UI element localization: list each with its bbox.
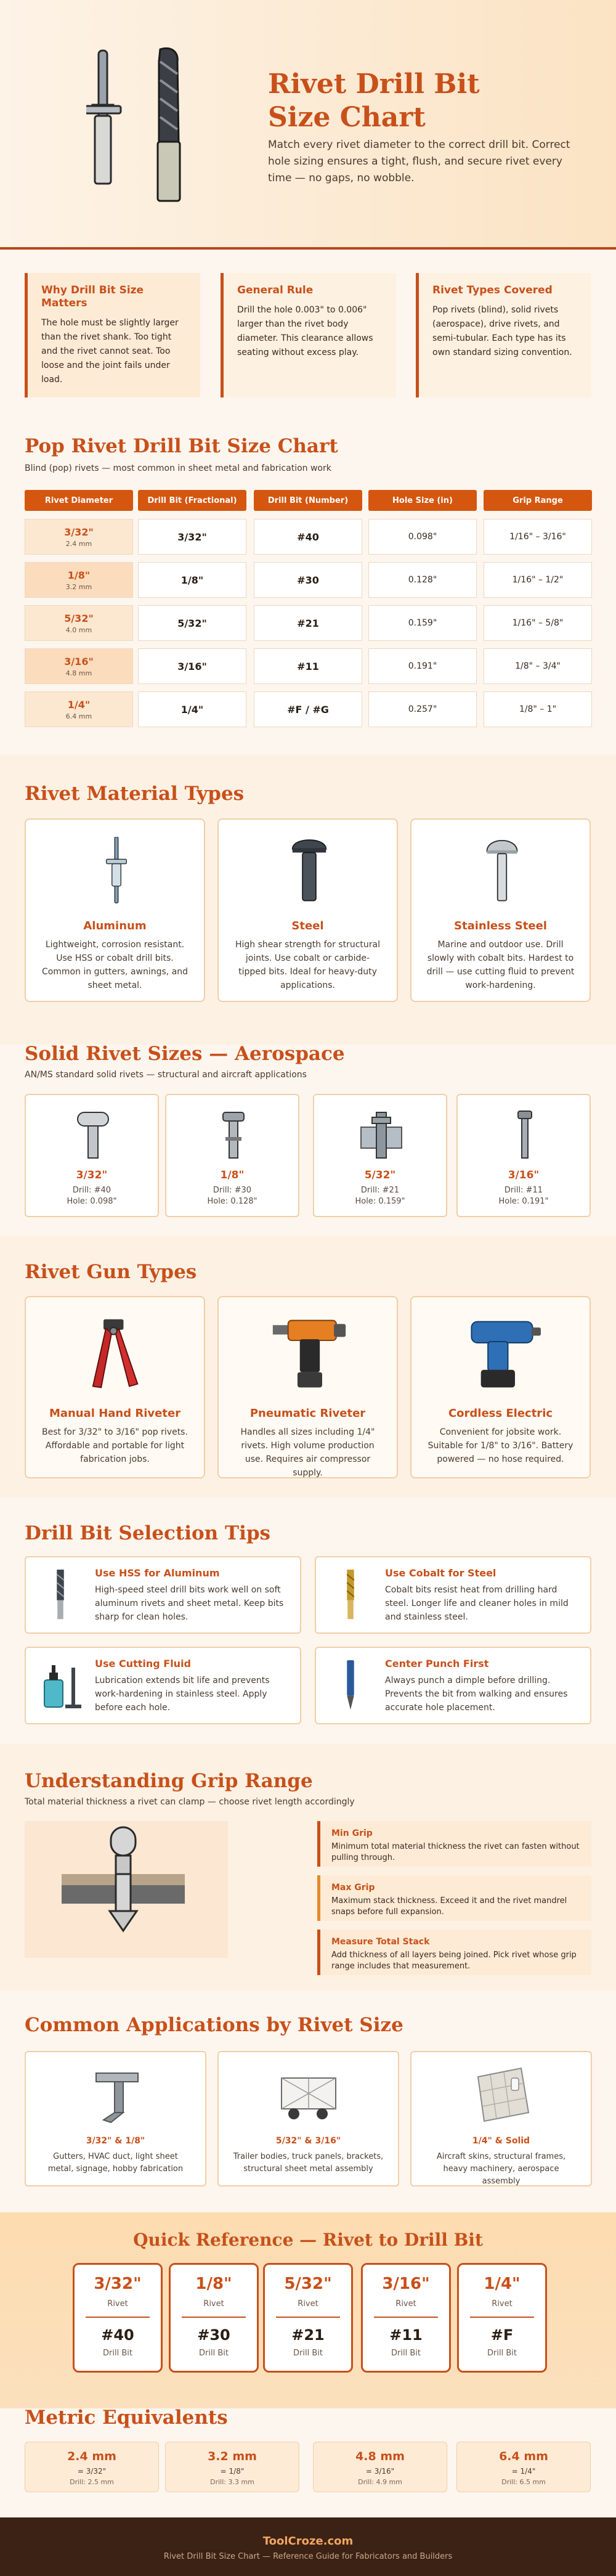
- tip-text: Always punch a dimple before drilling. Prevents the bit from walking and ensures accurate hole placement.: [385, 1676, 568, 1713]
- section-title-pop: Pop Rivet Drill Bit Size Chart: [25, 435, 338, 457]
- footer-tagline: Rivet Drill Bit Size Chart — Reference Guide for Fabricators and Builders: [163, 2552, 453, 2561]
- quick-rivet-size: 3/32": [94, 2275, 142, 2293]
- gun-card-manual: [25, 1296, 205, 1478]
- intro-card-rule: [221, 273, 396, 397]
- flush-rivet-icon: [212, 1109, 255, 1160]
- table-cell-grip: 1/16" – 1/2": [484, 562, 592, 598]
- grip-range-diagram-icon: [25, 1821, 228, 1958]
- round-head-rivet-icon: [71, 1109, 115, 1160]
- hero-banner: [0, 0, 616, 250]
- quick-drill-label: Drill Bit: [487, 2349, 517, 2358]
- intro-cards: [0, 250, 616, 397]
- app-card-large: [410, 2051, 592, 2187]
- solid-rivet-hole: Hole: 0.159": [355, 1197, 405, 1206]
- table-cell-grip: 1/8" – 1": [484, 691, 592, 727]
- metric-size: 2.4 mm: [67, 2450, 116, 2463]
- stainless-rivet-icon: [480, 837, 524, 910]
- quick-drill-label: Drill Bit: [199, 2349, 229, 2358]
- table-cell-grip: 1/16" – 5/8": [484, 605, 592, 641]
- tip-text: High-speed steel drill bits work well on soft aluminum rivets and sheet metal. Keep bits sharp for clean holes.: [95, 1585, 284, 1622]
- solid-rivet-size: 3/32": [76, 1169, 108, 1181]
- quick-rivet-size: 1/8": [195, 2275, 232, 2293]
- table-cell-number: #40: [254, 519, 362, 555]
- section-subtitle-pop: Blind (pop) rivets — most common in sheet metal and fabrication work: [25, 463, 331, 473]
- gun-card-pneumatic: [217, 1296, 398, 1478]
- section-title-metric: Metric Equivalents: [25, 2407, 228, 2429]
- quick-reference-title: Quick Reference — Rivet to Drill Bit: [133, 2230, 483, 2250]
- table-cell-diameter: [25, 691, 133, 727]
- section-title-apps: Common Applications by Rivet Size: [25, 2014, 403, 2036]
- slim-rivet-icon: [503, 1109, 546, 1160]
- quick-rivet-label: Rivet: [203, 2299, 224, 2309]
- rivet-diameter-mm: 6.4 mm: [65, 712, 92, 720]
- cordless-riveter-icon: [459, 1316, 545, 1392]
- table-cell-hole: 0.191": [368, 648, 477, 684]
- material-name: Aluminum: [83, 919, 147, 932]
- metric-drill: Drill: 3.3 mm: [210, 2478, 254, 2486]
- metric-card: [456, 2442, 591, 2492]
- page-title: Rivet Drill Bit Size Chart: [268, 68, 480, 133]
- table-header: Rivet Diameter: [25, 490, 133, 511]
- table-cell-number: #F / #G: [254, 691, 362, 727]
- metric-card: [25, 2442, 159, 2492]
- app-text: Aircraft skins, structural frames, heavy machinery, aerospace assembly: [436, 2152, 566, 2186]
- tip-card-hss: [25, 1556, 301, 1634]
- rivet-diameter-mm: 4.8 mm: [65, 669, 92, 677]
- material-name: Stainless Steel: [454, 919, 547, 932]
- tip-title: Center Punch First: [385, 1658, 489, 1669]
- metric-equivalent: = 1/4": [511, 2467, 536, 2476]
- table-header: Drill Bit (Fractional): [138, 490, 246, 511]
- tip-title: Use Cutting Fluid: [95, 1658, 192, 1669]
- quick-reference-card: [73, 2263, 163, 2373]
- table-cell-grip: 1/8" – 3/4": [484, 648, 592, 684]
- intro-card-title: General Rule: [237, 284, 314, 296]
- section-title-solid: Solid Rivet Sizes — Aerospace: [25, 1043, 345, 1065]
- rivet-and-drill-bit-icon: [86, 43, 209, 216]
- table-header: Grip Range: [484, 490, 592, 511]
- tip-card-fluid: [25, 1647, 301, 1724]
- quick-drill-size: #30: [197, 2326, 230, 2344]
- section-title-tips: Drill Bit Selection Tips: [25, 1522, 270, 1544]
- grip-text: Maximum stack thickness. Exceed it and the rivet mandrel snaps before full expansion.: [331, 1896, 567, 1917]
- section-title-materials: Rivet Material Types: [25, 783, 245, 805]
- quick-reference-card: [457, 2263, 547, 2373]
- quick-drill-label: Drill Bit: [293, 2349, 323, 2358]
- table-cell-fractional: 3/32": [138, 519, 246, 555]
- gutter-icon: [92, 2069, 142, 2125]
- table-cell-fractional: 5/32": [138, 605, 246, 641]
- metric-size: 4.8 mm: [355, 2450, 405, 2463]
- table-header: Drill Bit (Number): [254, 490, 362, 511]
- solid-rivet-hole: Hole: 0.128": [207, 1197, 257, 1206]
- solid-rivet-hole: Hole: 0.191": [498, 1197, 549, 1206]
- table-cell-hole: 0.159": [368, 605, 477, 641]
- app-text: Gutters, HVAC duct, light sheet metal, signage, hobby fabrication: [47, 2152, 184, 2174]
- metric-card: [313, 2442, 447, 2492]
- quick-rivet-size: 5/32": [284, 2275, 332, 2293]
- solid-rivet-card: [313, 1094, 447, 1217]
- solid-rivet-size: 1/8": [220, 1169, 245, 1181]
- material-card-aluminum: [25, 818, 205, 1002]
- table-cell-grip: 1/16" – 3/16": [484, 519, 592, 555]
- intro-card-why: [25, 273, 200, 397]
- solid-rivet-card: [25, 1094, 159, 1217]
- quick-rivet-label: Rivet: [395, 2299, 416, 2309]
- grip-card-stack: [317, 1930, 591, 1975]
- cobalt-drill-bit-icon: [338, 1570, 363, 1623]
- quick-drill-size: #F: [490, 2326, 514, 2344]
- intro-card-title: Why Drill Bit Size Matters: [41, 284, 144, 309]
- rivet-diameter-mm: 3.2 mm: [65, 582, 92, 591]
- steel-rivet-icon: [288, 837, 331, 910]
- tip-title: Use HSS for Aluminum: [95, 1567, 220, 1579]
- solid-rivet-drill: Drill: #21: [360, 1186, 400, 1195]
- rivet-diameter-mm: 4.0 mm: [65, 626, 92, 634]
- intro-card-types: [416, 273, 591, 397]
- rivet-diameter-mm: 2.4 mm: [65, 539, 92, 548]
- tip-title: Use Cobalt for Steel: [385, 1567, 496, 1579]
- app-card-small: [25, 2051, 206, 2187]
- divider: [374, 2317, 438, 2318]
- trailer-icon: [275, 2069, 343, 2125]
- quick-drill-label: Drill Bit: [103, 2349, 132, 2358]
- table-cell-fractional: 1/4": [138, 691, 246, 727]
- tip-text: Lubrication extends bit life and prevents work-hardening in stainless steel. Apply before each hole.: [95, 1676, 270, 1713]
- app-title: 5/32" & 3/16": [275, 2136, 341, 2146]
- gun-text: Best for 3/32" to 3/16" pop rivets. Affordable and portable for light fabrication jobs.: [42, 1427, 188, 1464]
- solid-rivet-card: [456, 1094, 591, 1217]
- table-cell-hole: 0.128": [368, 562, 477, 598]
- metric-size: 3.2 mm: [208, 2450, 257, 2463]
- metric-size: 6.4 mm: [499, 2450, 548, 2463]
- metric-equivalent: = 1/8": [220, 2467, 245, 2476]
- solid-rivet-card: [165, 1094, 299, 1217]
- divider: [182, 2317, 246, 2318]
- quick-reference-card: [361, 2263, 451, 2373]
- metric-drill: Drill: 2.5 mm: [70, 2478, 114, 2486]
- table-cell-fractional: 3/16": [138, 648, 246, 684]
- rivet-diameter: 3/32": [64, 526, 94, 538]
- grip-diagram: [25, 1821, 228, 1958]
- rivet-diameter: 3/16": [64, 655, 94, 667]
- gun-text: Convenient for jobsite work. Suitable for 1/8" to 3/16". Battery powered — no hose required.: [428, 1427, 573, 1464]
- app-title: 1/4" & Solid: [472, 2136, 530, 2146]
- quick-drill-size: #21: [291, 2326, 325, 2344]
- quick-rivet-label: Rivet: [492, 2299, 513, 2309]
- table-cell-diameter: [25, 519, 133, 555]
- hss-drill-bit-icon: [48, 1570, 73, 1623]
- hand-riveter-icon: [79, 1316, 153, 1392]
- quick-rivet-size: 1/4": [484, 2275, 521, 2293]
- app-text: Trailer bodies, truck panels, brackets, structural sheet metal assembly: [233, 2152, 384, 2174]
- solid-rivet-drill: Drill: #30: [213, 1186, 252, 1195]
- tip-card-cobalt: [315, 1556, 591, 1634]
- aluminum-rivet-icon: [98, 837, 135, 910]
- table-cell-diameter: [25, 648, 133, 684]
- divider: [470, 2317, 534, 2318]
- metric-drill: Drill: 4.9 mm: [358, 2478, 402, 2486]
- cutting-fluid-icon: [41, 1661, 84, 1711]
- solid-rivet-hole: Hole: 0.098": [67, 1197, 117, 1206]
- intro-card-text: Drill the hole 0.003" to 0.006" larger than the rivet body diameter. This clearance allows seating without excess play.: [237, 305, 373, 357]
- divider: [86, 2317, 150, 2318]
- footer-brand[interactable]: ToolCroze.com: [262, 2535, 354, 2548]
- material-text: Marine and outdoor use. Drill slowly with cobalt bits. Hardest to drill — use cutting fluid to prevent work-hardening.: [426, 940, 575, 990]
- table-cell-hole: 0.098": [368, 519, 477, 555]
- metric-equivalent: = 3/16": [365, 2467, 395, 2476]
- gun-name: Pneumatic Riveter: [249, 1407, 366, 1420]
- intro-card-title: Rivet Types Covered: [432, 284, 553, 296]
- table-cell-number: #30: [254, 562, 362, 598]
- section-subtitle-solid: AN/MS standard solid rivets — structural and aircraft applications: [25, 1070, 307, 1080]
- table-header: Hole Size (in): [368, 490, 477, 511]
- grip-title: Min Grip: [331, 1828, 373, 1838]
- quick-drill-label: Drill Bit: [391, 2349, 421, 2358]
- table-cell-number: #21: [254, 605, 362, 641]
- metric-equivalent: = 3/32": [77, 2467, 107, 2476]
- table-cell-diameter: [25, 562, 133, 598]
- pneumatic-riveter-icon: [266, 1316, 352, 1392]
- quick-reference-card: [263, 2263, 353, 2373]
- metric-drill: Drill: 6.5 mm: [501, 2478, 546, 2486]
- quick-drill-size: #11: [389, 2326, 423, 2344]
- gun-name: Cordless Electric: [448, 1407, 553, 1420]
- section-title-grip: Understanding Grip Range: [25, 1770, 313, 1792]
- grip-text: Minimum total material thickness the rivet can fasten without pulling through.: [331, 1842, 580, 1862]
- app-card-medium: [217, 2051, 399, 2187]
- rivet-diameter: 1/4": [67, 698, 91, 711]
- quick-drill-size: #40: [101, 2326, 134, 2344]
- grip-card-max: [317, 1875, 591, 1921]
- table-cell-hole: 0.257": [368, 691, 477, 727]
- solid-rivet-drill: Drill: #11: [504, 1186, 543, 1195]
- quick-rivet-label: Rivet: [107, 2299, 128, 2309]
- gun-text: Handles all sizes including 1/4" rivets. High volume production use. Requires air compressor supply.: [240, 1427, 375, 1478]
- gun-name: Manual Hand Riveter: [49, 1407, 181, 1420]
- aircraft-panel-icon: [472, 2064, 533, 2126]
- hero-subtitle: Match every rivet diameter to the correct drill bit. Correct hole sizing ensures a tight, flush, and secure rivet every time — no gaps, no wobble.: [268, 139, 570, 184]
- grip-text: Add thickness of all layers being joined. Pick rivet whose grip range includes that measurement.: [331, 1950, 577, 1971]
- rivet-in-panel-icon: [360, 1109, 403, 1160]
- footer: [0, 2517, 616, 2576]
- center-punch-icon: [338, 1660, 363, 1713]
- section-title-guns: Rivet Gun Types: [25, 1261, 197, 1283]
- solid-rivet-size: 5/32": [364, 1169, 396, 1181]
- app-title: 3/32" & 1/8": [86, 2136, 145, 2146]
- material-text: High shear strength for structural joints. Use cobalt or carbide-tipped bits. Ideal for heavy-duty applications.: [235, 940, 380, 990]
- material-card-stainless: [410, 818, 591, 1002]
- table-cell-diameter: [25, 605, 133, 641]
- material-text: Lightweight, corrosion resistant. Use HSS or cobalt drill bits. Common in gutters, awnings, and sheet metal.: [41, 940, 188, 990]
- quick-reference: [0, 2212, 616, 2408]
- section-subtitle-grip: Total material thickness a rivet can clamp — choose rivet length accordingly: [25, 1797, 355, 1807]
- rivet-diameter: 1/8": [67, 569, 91, 581]
- solid-rivet-drill: Drill: #40: [72, 1186, 111, 1195]
- tip-card-punch: [315, 1647, 591, 1724]
- quick-rivet-size: 3/16": [382, 2275, 430, 2293]
- metric-card: [165, 2442, 299, 2492]
- grip-card-min: [317, 1821, 591, 1867]
- intro-card-text: Pop rivets (blind), solid rivets (aerospace), drive rivets, and semi-tubular. Each type has its own standard sizing convention.: [432, 305, 572, 357]
- table-cell-number: #11: [254, 648, 362, 684]
- rivet-diameter: 5/32": [64, 612, 94, 624]
- grip-title: Max Grip: [331, 1883, 375, 1893]
- material-card-steel: [217, 818, 398, 1002]
- divider: [276, 2317, 340, 2318]
- material-name: Steel: [291, 919, 324, 932]
- gun-card-cordless: [410, 1296, 591, 1478]
- intro-card-text: The hole must be slightly larger than the rivet shank. Too tight and the rivet cannot seat. Too loose and the joint fails under load.: [41, 318, 179, 385]
- grip-title: Measure Total Stack: [331, 1937, 430, 1947]
- solid-rivet-size: 3/16": [508, 1169, 540, 1181]
- quick-reference-card: [169, 2263, 259, 2373]
- quick-rivet-label: Rivet: [298, 2299, 318, 2309]
- tip-text: Cobalt bits resist heat from drilling hard steel. Longer life and cleaner holes in mild and stainless steel.: [385, 1585, 569, 1622]
- table-cell-fractional: 1/8": [138, 562, 246, 598]
